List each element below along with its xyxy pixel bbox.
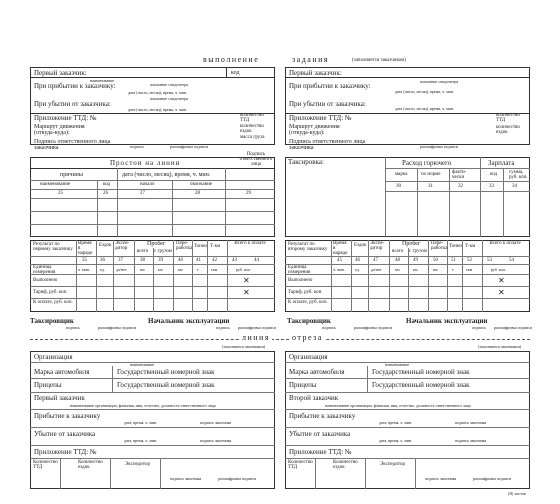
tax-col-34: 34: [512, 184, 517, 189]
decode-hint: расшифровка подписи: [170, 144, 209, 149]
res-tariff: Тариф, руб. коп.: [33, 290, 68, 295]
bl-first: Первый заказчик: [34, 394, 85, 402]
res-u5: км: [178, 267, 183, 272]
chief-sign: подпись: [216, 325, 230, 330]
idle-col-29: 29: [246, 191, 251, 196]
res-u2: да/нет: [116, 267, 127, 272]
signature-resp-label: Подпись ответственного лица заказчика: [34, 139, 111, 151]
cut-label-a: линия: [242, 333, 271, 342]
br-reg2: Государственный номерной знак: [372, 381, 470, 389]
br-car: Марка автомобиля: [289, 368, 345, 376]
rr-trips: Ездок: [354, 243, 367, 248]
rr-u6: т: [452, 267, 454, 272]
br-ttd: Приложение ТТД: №: [289, 448, 352, 456]
r-decode-hint: расшифровка подписи: [420, 144, 459, 149]
idle-sign: Подпись ответственного лица: [239, 152, 273, 167]
rr-u2: да/нет: [371, 267, 382, 272]
br-reg: Государственный номерной знак: [372, 368, 470, 376]
res-forwarder: Экспе-дитор: [115, 241, 130, 251]
r-ttd-count: количество ТТД: [496, 113, 520, 123]
res-u6: т: [197, 267, 199, 272]
res-tonn: Тонно: [194, 244, 208, 249]
idle-datetime: дата (число, месяц), время, ч. мин.: [122, 172, 211, 178]
res-n35: 35: [82, 258, 87, 263]
res-run-cargo: с грузом: [154, 249, 172, 254]
cut-line: [30, 339, 530, 340]
idle-col-25: 25: [58, 191, 63, 196]
cargo-label: масса груза: [240, 135, 265, 140]
bl-ttd-count: Количество ТТД: [33, 460, 58, 470]
tax-col-30: 30: [396, 184, 401, 189]
rr-n46: 46: [355, 258, 360, 263]
r-departure-label: При убытии от заказчика:: [289, 100, 366, 108]
rr-n50: 50: [433, 258, 438, 263]
res-u7: ткм: [211, 267, 218, 272]
res-topay: К оплате, руб. коп.: [33, 300, 73, 305]
bl-note: (заполняется заказчиком): [222, 344, 266, 349]
res-overwork: Пере-работка: [176, 241, 193, 251]
res-n42: 42: [212, 258, 217, 263]
r-first-customer-label: Первый заказчик:: [289, 69, 342, 77]
idle-col-28: 28: [195, 191, 200, 196]
rr-n51: 51: [451, 258, 456, 263]
r-taxer-label: Таксировщик: [287, 317, 331, 325]
br-org-hint: наименование организации, фамилия, имя, отчество, должность ответственного лица: [325, 403, 471, 408]
bl-org: Организация: [34, 353, 73, 361]
datetime-hint-1: дата (число, месяц), время, ч. мин.: [128, 90, 187, 95]
taxer-sign: подпись: [66, 325, 80, 330]
rr-total: Всего к оплате: [489, 241, 521, 246]
r-trips-label: количество ездок: [496, 125, 520, 135]
meter-hint-2: показание спидометра: [150, 96, 189, 101]
rr-n53: 53: [487, 258, 492, 263]
rr-n45: 45: [337, 258, 342, 263]
tax-fact: факти-чески: [452, 170, 467, 180]
br-ttd-count: Количество ТТД: [288, 460, 313, 470]
r-chief-decode: расшифровка подписи: [494, 325, 533, 330]
idle-col-26: 26: [103, 191, 108, 196]
res-n36: 36: [100, 258, 105, 263]
ttd-count-label: количество ТТД: [240, 113, 264, 123]
res-tkm: Т-км: [210, 244, 221, 249]
res-u4: км: [158, 267, 163, 272]
tax-col-31: 31: [428, 184, 433, 189]
res-n37: 37: [118, 258, 123, 263]
res-n44: 44: [254, 258, 259, 263]
bl-departure: Убытие от заказчика: [34, 430, 96, 438]
rr-done: Выполнено: [288, 278, 313, 283]
rr-time: Время в наряде: [333, 241, 348, 256]
rr-run-cargo: с грузом: [409, 249, 427, 254]
res-run-total: всего: [137, 249, 149, 254]
br-sign2: подпись заказчика: [455, 438, 487, 443]
rr-u4: км: [413, 267, 418, 272]
tax-norm: по норме: [421, 172, 441, 177]
idle-name: наименование: [40, 182, 71, 187]
rr-u7: ткм: [466, 267, 473, 272]
rr-run-total: всего: [392, 249, 404, 254]
tax-salary: Зарплата: [488, 159, 515, 167]
br-dt1: дата, время, ч. мин.: [379, 420, 413, 425]
res-total: Всего к оплате: [234, 241, 266, 246]
trips-label: количество ездок: [240, 124, 264, 134]
br-note: (заполняется заказчиком): [478, 344, 522, 349]
res-n43: 43: [232, 258, 237, 263]
br-forwarder: Экспедитор: [380, 462, 405, 467]
first-customer-label: Первый заказчик:: [34, 69, 87, 77]
rr-n48: 48: [395, 258, 400, 263]
heading-execution: выполнение: [203, 55, 260, 64]
res-u8: руб. коп.: [236, 267, 251, 272]
r-meter-hint: показание спидометра: [420, 79, 459, 84]
tax-col-32: 32: [458, 184, 463, 189]
task-note: (заполняется заказчиком): [352, 58, 406, 63]
idle-start: начало: [140, 182, 155, 187]
res-u1: ед.: [100, 267, 105, 272]
rr-u0: ч. мин.: [333, 267, 345, 272]
bl-name-hint: наименование: [130, 362, 155, 367]
idle-title: Простои на линии: [110, 159, 181, 167]
bl-sign2: подпись заказчика: [200, 438, 232, 443]
br-dt2: дата, время, ч. мин.: [379, 438, 413, 443]
bl-decode3: расшифровка подписи: [218, 476, 257, 481]
rr-head: Результат по второму заказчику: [288, 242, 328, 252]
idle-col-27: 27: [140, 191, 145, 196]
rr-tkm: Т-км: [465, 244, 476, 249]
rr-forwarder: Экспе-дитор: [370, 241, 385, 251]
br-org: Организация: [289, 353, 328, 361]
r-signature-label: Подпись ответственного лица заказчика: [289, 139, 366, 151]
r-taxer-decode: расшифровка подписи: [354, 325, 393, 330]
bl-forwarder: Экспедитор: [125, 462, 150, 467]
res-head: Результат по первому заказчику: [33, 242, 73, 252]
rr-n47: 47: [373, 258, 378, 263]
chief-decode: расшифровка подписи: [238, 325, 277, 330]
tax-fuel: Расход горючего: [402, 159, 452, 167]
bl-dt1: дата, время, ч. мин.: [124, 420, 158, 425]
ttd-label: Приложение ТТД: №: [34, 114, 97, 122]
r-ttd-label: Приложение ТТД: №: [289, 114, 352, 122]
res-time: Время в наряде: [78, 241, 93, 256]
res-n41: 41: [196, 258, 201, 263]
datetime-hint-2: дата (число, месяц), время, ч. мин.: [128, 107, 187, 112]
bl-reg2: Государственный номерной знак: [117, 381, 215, 389]
bl-trailer: Прицепы: [34, 381, 62, 389]
res-x1: ✕: [243, 276, 250, 285]
rr-x1: ✕: [498, 276, 505, 285]
r-chief-label: Начальник эксплуатации: [406, 317, 488, 325]
bl-org-hint: наименование организации, фамилия, имя, отчество, должность ответственного лица: [70, 403, 216, 408]
r-route-label: Маршрут движения (откуда-куда):: [289, 124, 340, 136]
res-u0: ч. мин.: [78, 267, 90, 272]
bl-arrival: Прибытие к заказчику: [34, 412, 101, 420]
r-taxer-sign: подпись: [322, 325, 336, 330]
idle-end: окончание: [190, 182, 213, 187]
r-datetime-hint: дата (число, месяц), время, ч. мин.: [395, 89, 454, 94]
br-arrival: Прибытие к заказчику: [289, 412, 356, 420]
rr-x2: ✕: [498, 288, 505, 297]
rr-run: Пробег: [402, 241, 421, 247]
name-hint: наименование: [90, 78, 115, 83]
footer-note: (II) листов: [508, 491, 526, 496]
res-run: Пробег: [147, 241, 166, 247]
tax-brand: марка: [395, 172, 408, 177]
tax-title: Таксировка:: [288, 158, 324, 166]
r-chief-sign: подпись: [472, 325, 486, 330]
res-u3: км: [140, 267, 145, 272]
route-label: Маршрут движения (откуда-куда):: [34, 124, 85, 136]
rr-u8: руб. коп.: [491, 267, 506, 272]
res-n39: 39: [158, 258, 163, 263]
tax-sum: сумма, руб. коп.: [509, 170, 528, 180]
rr-n52: 52: [467, 258, 472, 263]
res-n40: 40: [178, 258, 183, 263]
rr-n54: 54: [509, 258, 514, 263]
rr-tariff: Тариф, руб. коп.: [288, 290, 323, 295]
r-datetime-hint-2: дата (число, месяц), время, ч. мин.: [395, 106, 454, 111]
arrival-label: При прибытии к заказчику:: [34, 82, 116, 90]
bl-trips: Количество ездок: [78, 460, 103, 470]
br-name-hint: наименование: [385, 362, 410, 367]
rr-tonn: Тонно: [449, 244, 463, 249]
r-arrival-label: При прибытии к заказчику:: [289, 82, 371, 90]
chief-label: Начальник эксплуатации: [148, 317, 230, 325]
tax-code: код: [490, 172, 498, 177]
rr-u3: км: [395, 267, 400, 272]
res-unit-row: Единица измерения: [33, 265, 56, 275]
res-x2: ✕: [243, 288, 250, 297]
idle-causes: причины: [60, 172, 83, 178]
taxer-decode: расшифровка подписи: [98, 325, 137, 330]
departure-label: При убытии от заказчика:: [34, 100, 111, 108]
signature-hint: подпись: [130, 144, 144, 149]
rr-u5: км: [433, 267, 438, 272]
res-n38: 38: [140, 258, 145, 263]
rr-topay: К оплате, руб. коп.: [288, 300, 328, 305]
br-trips: Количество ездок: [333, 460, 358, 470]
bl-reg: Государственный номерной знак: [117, 368, 215, 376]
rr-n49: 49: [413, 258, 418, 263]
br-decode3: расшифровка подписи: [473, 476, 512, 481]
rr-u1: ед.: [355, 267, 360, 272]
taxer-label: Таксировщик: [30, 317, 74, 325]
res-trips: Ездок: [99, 243, 112, 248]
bl-sign1: подпись заказчика: [200, 420, 232, 425]
rr-unit-row: Единица измерения: [288, 265, 311, 275]
idle-code: код: [103, 182, 111, 187]
bl-ttd: Приложение ТТД: №: [34, 448, 97, 456]
heading-task: задания: [292, 55, 330, 64]
br-sign3: подпись заказчика: [425, 476, 457, 481]
bl-car: Марка автомобиля: [34, 368, 90, 376]
br-sign1: подпись заказчика: [455, 420, 487, 425]
bl-sign3: подпись заказчика: [170, 476, 202, 481]
res-done: Выполнено: [33, 278, 58, 283]
br-departure: Убытие от заказчика: [289, 430, 351, 438]
code-label: код: [231, 70, 240, 76]
br-trailer: Прицепы: [289, 381, 317, 389]
bl-dt2: дата, время, ч. мин.: [124, 438, 158, 443]
rr-overwork: Пере-работка: [431, 241, 448, 251]
meter-hint-1: показание спидометра: [150, 82, 189, 87]
cut-label-b: отреза: [292, 333, 323, 342]
tax-col-33: 33: [489, 184, 494, 189]
br-second: Второй заказчик: [289, 394, 339, 402]
